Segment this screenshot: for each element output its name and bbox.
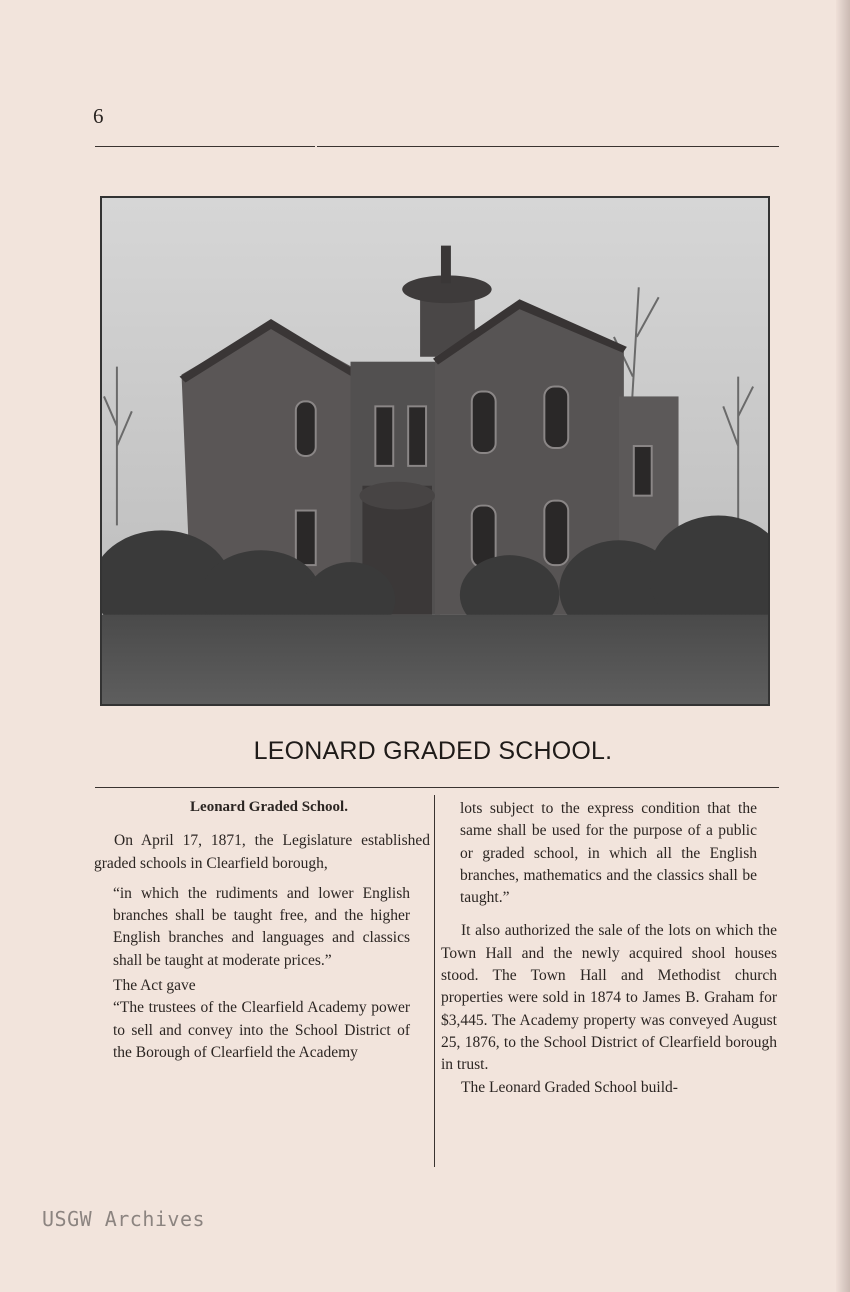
paragraph-legislature: On April 17, 1871, the Legislature established graded schools in Clearfield borough,: [94, 832, 430, 872]
school-building-photo: [100, 196, 770, 706]
quote-trustees-end: lots subject to the express condition that the same shall be used for the purpose of a public or graded school, in which all the English branches, mathematics and the classics shall be taught.”: [460, 800, 757, 907]
quote-trustees-start: “The trustees of the Clearfield Academy power to sell and convey into the School District of the Borough of Clearfield the Academy: [113, 999, 410, 1061]
paragraph-school-building: The Leonard Graded School build-: [461, 1078, 678, 1096]
article-left-column: [94, 796, 430, 1064]
article-heading: Leonard Graded School.: [190, 799, 348, 815]
caption-rule: [95, 787, 779, 788]
article-right-column: [441, 798, 777, 1099]
school-building-illustration: [102, 198, 768, 704]
paragraph-sale-of-lots: It also authorized the sale of the lots on which the Town Hall and the newly acquired shool houses stood. The Town Hall and Methodist church properties were sold in 1874 to James B. Graham for $3,445. The Academy property was conveyed August 25, 1876, to the School District of Clearfield borough in trust.: [441, 922, 777, 1074]
column-divider: [434, 795, 435, 1167]
archive-watermark: USGW Archives: [42, 1207, 206, 1231]
quote-rudiments: “in which the rudiments and lower English branches shall be taught free, and the higher English branches and languages and classics shall be taught at moderate prices.”: [113, 884, 410, 969]
header-rule-left: [95, 146, 315, 147]
header-rule-right: [317, 146, 779, 147]
paragraph-act-gave: The Act gave: [113, 977, 196, 995]
photo-caption: LEONARD GRADED SCHOOL.: [253, 737, 613, 765]
page-edge: [836, 0, 850, 1292]
page-number: 6: [93, 104, 104, 128]
